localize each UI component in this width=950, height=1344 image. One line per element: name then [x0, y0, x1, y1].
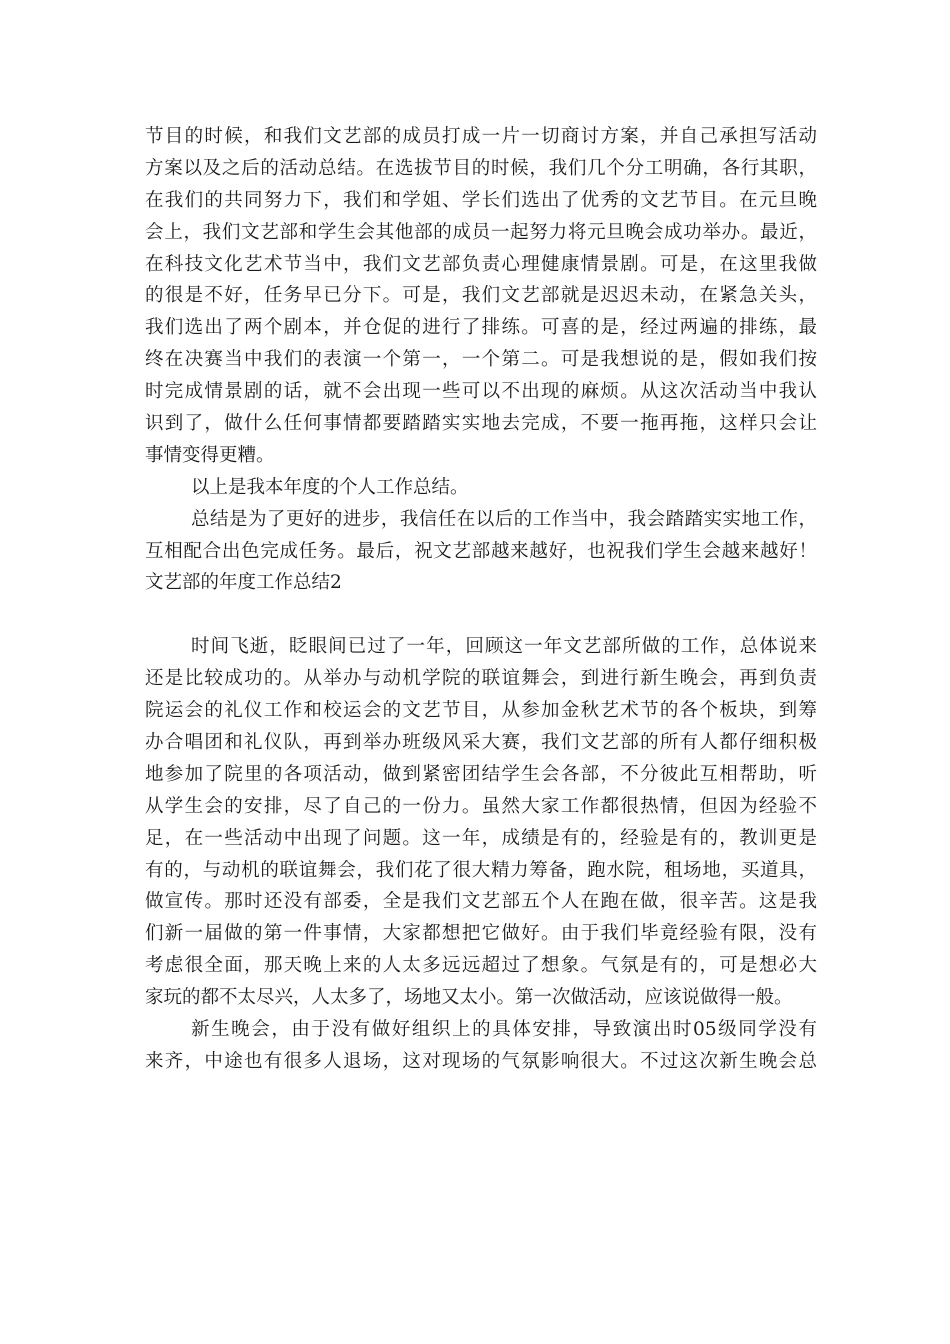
text-line: 识到了，做什么任何事情都要踏踏实实地去完成，不要一拖再拖，这样只会让	[145, 413, 817, 435]
blank-line	[145, 599, 817, 631]
text-line: 地参加了院里的各项活动，做到紧密团结学生会各部，不分彼此互相帮助，听	[145, 763, 817, 785]
text-line: 我们选出了两个剧本，并仓促的进行了排练。可喜的是，经过两遍的排练，最	[145, 317, 817, 339]
section-title: 文艺部的年度工作总结2	[145, 572, 342, 594]
text-line: 做宣传。那时还没有部委，全是我们文艺部五个人在跑在做，很辛苦。这是我	[145, 891, 817, 913]
text-line: 事情变得更糟。	[145, 444, 275, 466]
text-line: 新生晚会，由于没有做好组织上的具体安排，导致演出时05级同学没有	[191, 1019, 817, 1041]
text-line: 总结是为了更好的进步，我信任在以后的工作当中，我会踏踏实实地工作，	[191, 508, 817, 530]
text-line: 方案以及之后的活动总结。在选拔节目的时候，我们几个分工明确，各行其职，	[145, 157, 817, 179]
text-line: 院运会的礼仪工作和校运会的文艺节目，从参加金秋艺术节的各个板块，到筹	[145, 700, 817, 722]
text-line: 足，在一些活动中出现了问题。这一年，成绩是有的，经验是有的，教训更是	[145, 827, 817, 849]
text-line: 家玩的都不太尽兴，人太多了，场地又太小。第一次做活动，应该说做得一般。	[145, 987, 793, 1009]
text-line: 有的，与动机的联谊舞会，我们花了很大精力筹备，跑水院，租场地，买道具，	[145, 859, 817, 881]
paragraph-year-review	[145, 631, 817, 1014]
text-line: 办合唱团和礼仪队，再到举办班级风采大赛，我们文艺部的所有人都仔细积极	[145, 732, 817, 754]
text-line: 终在决赛当中我们的表演一个第一，一个第二。可是我想说的是，假如我们按	[145, 349, 817, 371]
document-body	[145, 121, 817, 1078]
text-line: 时完成情景剧的话，就不会出现一些可以不出现的麻烦。从这次活动当中我认	[145, 381, 817, 403]
text-line: 们新一届做的第一件事情，大家都想把它做好。由于我们毕竟经验有限，没有	[145, 923, 817, 945]
text-line: 的很是不好，任务早已分下。可是，我们文艺部就是迟迟未动，在紧急关头，	[145, 285, 817, 307]
text-line: 互相配合出色完成任务。最后，祝文艺部越来越好，也祝我们学生会越来越好！	[145, 540, 817, 562]
text-line: 从学生会的安排，尽了自己的一份力。虽然大家工作都很热情，但因为经验不	[145, 795, 817, 817]
text-line: 节目的时候，和我们文艺部的成员打成一片一切商讨方案，并自己承担写活动	[145, 126, 817, 147]
text-line: 考虑很全面，那天晚上来的人太多远远超过了想象。气氛是有的，可是想必大	[145, 955, 817, 977]
paragraph-freshman-gala	[145, 1014, 817, 1078]
text-line: 在科技文化艺术节当中，我们文艺部负责心理健康情景剧。可是，在这里我做	[145, 253, 817, 275]
paragraph-conclusion	[145, 504, 817, 568]
text-line: 还是比较成功的。从举办与动机学院的联谊舞会，到进行新生晚会，再到负责	[145, 668, 817, 690]
text-line: 来齐，中途也有很多人退场，这对现场的气氛影响很大。不过这次新生晚会总	[145, 1050, 817, 1072]
paragraph-continued-activities	[145, 121, 817, 472]
text-line: 会上，我们文艺部和学生会其他部的成员一起努力将元旦晚会成功举办。最近，	[145, 221, 817, 243]
text-line: 时间飞逝，眨眼间已过了一年，回顾这一年文艺部所做的工作，总体说来	[191, 636, 817, 658]
text-line: 在我们的共同努力下，我们和学姐、学长们选出了优秀的文艺节目。在元旦晚	[145, 189, 817, 211]
paragraph-summary: 以上是我本年度的个人工作总结。	[191, 476, 469, 498]
